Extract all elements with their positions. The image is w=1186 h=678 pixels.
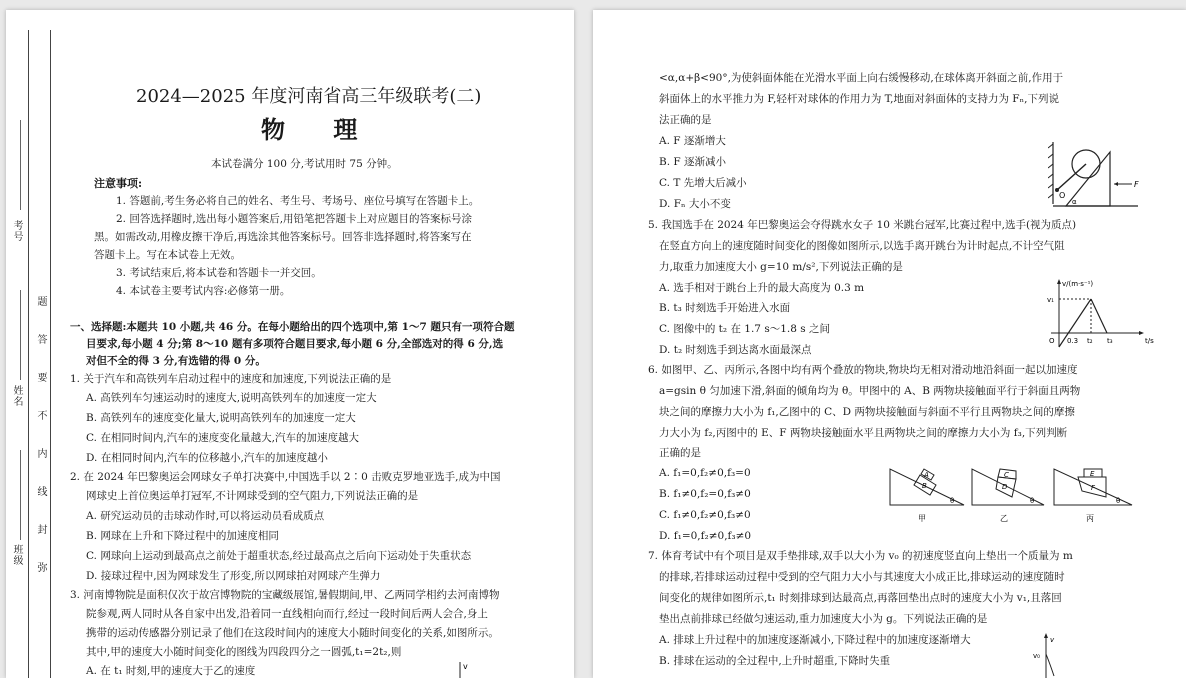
question-option: A. F 逐渐增大 — [659, 135, 726, 147]
binding-label: 考号 — [11, 220, 22, 242]
question-option: D. 在相同时间内,汽车的位移越小,汽车的加速度越小 — [86, 452, 328, 464]
seal-char: 题 — [35, 296, 46, 307]
graph-label: v — [463, 662, 468, 671]
fill-line — [20, 450, 21, 540]
graph-label: t/s — [1145, 337, 1154, 345]
question-option: D. 接球过程中,因为网球发生了形变,所以网球拍对网球产生弹力 — [86, 570, 381, 582]
question-option: A. 选手相对于跳台上升的最大高度为 0.3 m — [659, 282, 865, 294]
question-stem: a=gsin θ 匀加速下滑,斜面的倾角均为 θ。甲图中的 A、B 两物块接触面平行于斜面且两物 — [659, 385, 1081, 397]
seal-char: 线 — [35, 486, 46, 497]
question-option: C. 在相同时间内,汽车的速度变化量越大,汽车的加速度越大 — [86, 432, 360, 444]
question-stem: 的排球,若排球运动过程中受到的空气阻力大小与其速度大小成正比,排球运动的速度随时 — [659, 571, 1065, 583]
graph-label: 0.3 — [1067, 337, 1079, 345]
question-option: C. 图像中的 t₂ 在 1.7 s～1.8 s 之间 — [659, 323, 830, 335]
fill-line — [20, 290, 21, 380]
note-line: 1. 答题前,考生务必将自己的姓名、考生号、考场号、座位号填写在答题卡上。 — [116, 195, 480, 207]
question-option: A. 在 t₁ 时刻,甲的速度大于乙的速度 — [86, 665, 256, 677]
seal-char: 要 — [35, 372, 46, 383]
left-page — [6, 10, 574, 678]
angle-label: θ — [950, 497, 955, 505]
question-option: A. f₁=0,f₂≠0,f₃=0 — [659, 467, 751, 479]
question-option: B. 排球在运动的全过程中,上升时超重,下降时失重 — [659, 655, 891, 667]
section-heading: 一、选择题:本题共 10 小题,共 46 分。在每小题给出的四个选项中,第 1～7 题只有一项符合题 — [70, 321, 515, 333]
notes-heading: 注意事项: — [94, 177, 143, 190]
seal-char: 不 — [35, 410, 46, 421]
question-stem: 5. 我国选手在 2024 年巴黎奥运会夺得跳水女子 10 米跳台冠军,比赛过程中,选手(视为质点) — [648, 219, 1077, 231]
question-option: A. 排球上升过程中的加速度逐渐减小,下降过程中的加速度逐渐增大 — [659, 634, 971, 646]
block-label: B — [922, 482, 927, 490]
q5-graph — [1045, 277, 1155, 353]
figure-label: O — [1059, 191, 1066, 200]
angle-label: θ — [1116, 497, 1121, 505]
block-label: A — [924, 471, 929, 479]
figure-caption: 甲 — [918, 514, 926, 523]
section-heading: 对但不全的得 3 分,有选错的得 0 分。 — [86, 355, 266, 367]
block-label: D — [1002, 483, 1008, 491]
block-label: F — [1091, 484, 1096, 492]
exam-info: 本试卷满分 100 分,考试用时 75 分钟。 — [211, 158, 398, 170]
graph-label: t₂ — [1087, 337, 1093, 345]
q3-graph-stub — [446, 658, 486, 678]
figure-label: α — [1072, 198, 1077, 206]
question-stem: 垫出点前排球已经做匀速运动,重力加速度大小为 g。下列说法正确的是 — [659, 613, 988, 625]
note-line: 2. 回答选择题时,选出每小题答案后,用铅笔把答题卡上对应题目的答案标号涂 — [116, 213, 473, 225]
section-heading: 目要求,每小题 4 分;第 8～10 题有多项符合题目要求,每小题 6 分,全部选对的得 6 分,选 — [86, 338, 504, 350]
graph-label: v₁ — [1047, 296, 1054, 304]
angle-label: θ — [1030, 497, 1035, 505]
right-page — [593, 10, 1186, 678]
note-line: 黑。如需改动,用橡皮擦干净后,再选涂其他答案标号。回答非选择题时,将答案写在 — [94, 231, 472, 243]
note-line: 4. 本试卷主要考试内容:必修第一册。 — [116, 285, 291, 297]
question-option: C. f₁≠0,f₂≠0,f₃≠0 — [659, 509, 751, 521]
question-option: D. Fₙ 大小不变 — [659, 198, 731, 210]
q6-figures — [888, 465, 1168, 527]
question-option: D. f₁=0,f₂≠0,f₃≠0 — [659, 530, 752, 542]
figure-label: F — [1134, 180, 1139, 189]
binding-line — [28, 30, 29, 678]
question-stem: 6. 如图甲、乙、丙所示,各图中均有两个叠放的物块,物块均无相对滑动地沿斜面一起以加速度 — [648, 364, 1078, 376]
question-stem: 力,取重力加速度大小 g=10 m/s²,下列说法正确的是 — [659, 261, 903, 273]
question-stem: 3. 河南博物院是面积仅次于故宫博物院的宝藏级展馆,暑假期间,甲、乙两同学相约去河南博物 — [70, 589, 500, 601]
question-option: B. f₁≠0,f₂=0,f₃≠0 — [659, 488, 751, 500]
q4-figure — [1048, 132, 1143, 212]
question-option: C. 网球向上运动到最高点之前处于超重状态,经过最高点之后向下运动处于失重状态 — [86, 550, 472, 562]
question-stem: 院参观,两人同时从各自家中出发,沿着同一直线相向而行,经过一段时间后两人会合,身上 — [86, 608, 488, 620]
question-option: B. t₃ 时刻选手开始进入水面 — [659, 302, 791, 314]
block-label: E — [1090, 470, 1095, 478]
question-option: D. t₂ 时刻选手到达离水面最深点 — [659, 344, 812, 356]
question-option: A. 高铁列车匀速运动时的速度大,说明高铁列车的加速度一定大 — [86, 392, 377, 404]
question-option: C. T 先增大后减小 — [659, 177, 747, 189]
seal-char: 答 — [35, 334, 46, 345]
question-stem: 7. 体育考试中有个项目是双手垫排球,双手以大小为 v₀ 的初速度竖直向上垫出一个质量为 m — [648, 550, 1073, 562]
q7-graph — [1028, 630, 1068, 678]
seal-char: 弥 — [35, 562, 46, 573]
binding-line — [50, 30, 51, 678]
graph-label: v₀ — [1033, 652, 1040, 660]
question-option: B. 高铁列车的速度变化量大,说明高铁列车的加速度一定大 — [86, 412, 356, 424]
question-stem: 在竖直方向上的速度随时间变化的图像如图所示,以选手离开跳台为计时起点,不计空气阻 — [659, 240, 1065, 252]
question-stem: 块之间的摩擦力大小为 f₁,乙图中的 C、D 两物块接触面与斜面不平行且两物块之间的摩擦 — [659, 406, 1075, 418]
binding-label: 班级 — [11, 544, 22, 566]
question-stem: 正确的是 — [659, 447, 701, 459]
question-stem: <α,α+β<90°,为使斜面体能在光滑水平面上向右缓慢移动,在球体离开斜面之前,作用于 — [659, 72, 1064, 84]
question-option: B. F 逐渐减小 — [659, 156, 727, 168]
question-stem: 斜面体上的水平推力为 F,轻杆对球体的作用力为 T,地面对斜面体的支持力为 Fₙ,下列说 — [659, 93, 1059, 105]
seal-char: 封 — [35, 524, 46, 535]
question-stem: 间变化的规律如图所示,t₁ 时刻排球到达最高点,再落回垫出点时的速度大小为 v₁,且落回 — [659, 592, 1062, 604]
question-stem: 力大小为 f₂,丙图中的 E、F 两物块接触面水平且两物块之间的摩擦力大小为 f₃,下列判断 — [659, 427, 1068, 439]
subject-title: 物 理 — [261, 115, 378, 144]
question-stem: 2. 在 2024 年巴黎奥运会网球女子单打决赛中,中国选手以 2∶0 击败克罗地亚选手,成为中国 — [70, 471, 501, 483]
seal-char: 内 — [35, 448, 46, 459]
binding-label: 姓名 — [11, 385, 22, 407]
graph-label: v — [1050, 636, 1055, 644]
question-stem: 其中,甲的速度大小随时间变化的图线为四段四分之一圆弧,t₁=2t₂,则 — [86, 646, 402, 658]
exam-title: 2024—2025 年度河南省高三年级联考(二) — [136, 86, 482, 107]
question-option: A. 研究运动员的击球动作时,可以将运动员看成质点 — [86, 510, 325, 522]
block-label: C — [1004, 471, 1009, 479]
graph-label: t₃ — [1107, 337, 1113, 345]
graph-label: v/(m·s⁻¹) — [1062, 280, 1094, 288]
note-line: 答题卡上。写在本试卷上无效。 — [94, 249, 241, 261]
question-stem: 网球史上首位奥运单打冠军,不计网球受到的空气阻力,下列说法正确的是 — [86, 490, 419, 502]
figure-caption: 乙 — [1000, 514, 1008, 523]
figure-caption: 丙 — [1086, 514, 1094, 523]
question-stem: 1. 关于汽车和高铁列车启动过程中的速度和加速度,下列说法正确的是 — [70, 373, 392, 385]
question-stem: 法正确的是 — [659, 114, 712, 126]
question-option: B. 网球在上升和下降过程中的加速度相同 — [86, 530, 279, 542]
graph-label: O — [1049, 337, 1055, 345]
fill-line — [20, 120, 21, 210]
note-line: 3. 考试结束后,将本试卷和答题卡一并交回。 — [116, 267, 322, 279]
question-stem: 携带的运动传感器分别记录了他们在这段时间内的速度大小随时间变化的关系,如图所示。 — [86, 627, 499, 639]
